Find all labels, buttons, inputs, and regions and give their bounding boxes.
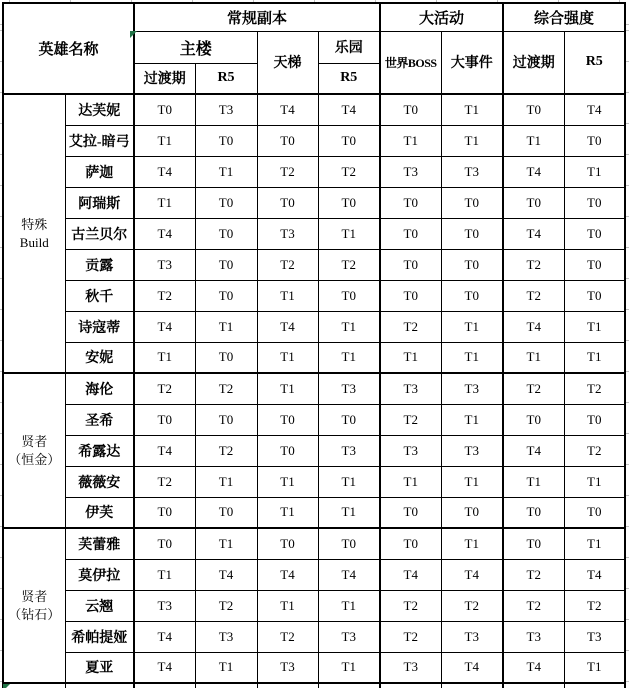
tier-cell[interactable]: T0 bbox=[257, 435, 318, 466]
empty-cell[interactable] bbox=[195, 683, 257, 688]
tier-cell[interactable]: T2 bbox=[564, 590, 625, 621]
tier-cell[interactable]: T0 bbox=[134, 404, 195, 435]
tier-cell[interactable]: T0 bbox=[134, 94, 195, 125]
tier-cell[interactable]: T0 bbox=[318, 125, 380, 156]
tier-cell[interactable]: T4 bbox=[441, 559, 503, 590]
hero-name-cell[interactable]: 秋千 bbox=[65, 280, 134, 311]
big-event-column-header[interactable]: 大事件 bbox=[441, 31, 503, 94]
tier-cell[interactable]: T0 bbox=[257, 528, 318, 559]
tier-cell[interactable]: T4 bbox=[503, 218, 564, 249]
empty-cell[interactable] bbox=[134, 683, 195, 688]
tier-cell[interactable]: T2 bbox=[257, 621, 318, 652]
tier-cell[interactable]: T1 bbox=[257, 342, 318, 373]
tier-cell[interactable]: T4 bbox=[257, 311, 318, 342]
tier-cell[interactable]: T1 bbox=[564, 652, 625, 683]
table-row bbox=[3, 187, 625, 218]
table-row bbox=[3, 156, 625, 187]
tier-cell[interactable]: T2 bbox=[380, 590, 441, 621]
tier-cell[interactable]: T0 bbox=[318, 280, 380, 311]
tier-cell[interactable]: T0 bbox=[564, 187, 625, 218]
table-row bbox=[3, 280, 625, 311]
table-row bbox=[3, 528, 625, 559]
tier-cell[interactable]: T3 bbox=[441, 156, 503, 187]
hero-name-header[interactable]: 英雄名称 bbox=[3, 3, 134, 94]
tier-cell[interactable]: T2 bbox=[318, 156, 380, 187]
hero-name-cell[interactable]: 莫伊拉 bbox=[65, 559, 134, 590]
tier-cell[interactable]: T1 bbox=[441, 466, 503, 497]
tier-cell[interactable]: T2 bbox=[134, 280, 195, 311]
tier-cell[interactable]: T4 bbox=[503, 156, 564, 187]
tier-cell[interactable]: T4 bbox=[441, 652, 503, 683]
tier-cell[interactable]: T2 bbox=[564, 435, 625, 466]
tier-cell[interactable]: T0 bbox=[503, 187, 564, 218]
overall-transition-column-header[interactable]: 过渡期 bbox=[503, 31, 564, 94]
table-row bbox=[3, 342, 625, 373]
tier-cell[interactable]: T0 bbox=[380, 94, 441, 125]
tier-cell[interactable]: T1 bbox=[564, 311, 625, 342]
tier-cell[interactable]: T0 bbox=[441, 249, 503, 280]
tier-cell[interactable]: T0 bbox=[257, 125, 318, 156]
tier-cell[interactable]: T2 bbox=[195, 590, 257, 621]
tier-cell[interactable]: T1 bbox=[441, 125, 503, 156]
tier-cell[interactable]: T4 bbox=[134, 652, 195, 683]
tier-cell[interactable]: T4 bbox=[318, 94, 380, 125]
tier-cell[interactable]: T2 bbox=[134, 466, 195, 497]
table-row bbox=[3, 621, 625, 652]
hero-tier-table bbox=[2, 2, 626, 688]
tier-cell[interactable]: T3 bbox=[134, 590, 195, 621]
tier-cell[interactable]: T1 bbox=[503, 342, 564, 373]
tier-cell[interactable]: T2 bbox=[257, 249, 318, 280]
hero-name-cell[interactable]: 贡露 bbox=[65, 249, 134, 280]
table-row bbox=[3, 373, 625, 404]
tier-cell[interactable]: T1 bbox=[134, 187, 195, 218]
hero-name-cell[interactable]: 阿瑞斯 bbox=[65, 187, 134, 218]
tier-cell[interactable]: T4 bbox=[134, 156, 195, 187]
tier-cell[interactable]: T4 bbox=[257, 94, 318, 125]
ladder-column-header[interactable]: 天梯 bbox=[257, 31, 318, 94]
table-row bbox=[3, 94, 625, 125]
tier-cell[interactable]: T1 bbox=[441, 342, 503, 373]
tier-cell[interactable]: T2 bbox=[195, 373, 257, 404]
tier-cell[interactable]: T1 bbox=[380, 125, 441, 156]
hero-name-cell[interactable]: 希帕提娅 bbox=[65, 621, 134, 652]
tier-cell[interactable]: T1 bbox=[441, 528, 503, 559]
tier-cell[interactable]: T3 bbox=[318, 621, 380, 652]
table-row bbox=[3, 559, 625, 590]
tier-cell[interactable]: T0 bbox=[195, 125, 257, 156]
hero-name-cell[interactable]: 诗寇蒂 bbox=[65, 311, 134, 342]
table-row bbox=[3, 497, 625, 528]
tier-cell[interactable]: T2 bbox=[503, 559, 564, 590]
hero-name-cell[interactable]: 萨迦 bbox=[65, 156, 134, 187]
tier-cell[interactable]: T0 bbox=[380, 497, 441, 528]
tier-cell[interactable]: T3 bbox=[195, 621, 257, 652]
tier-cell[interactable]: T1 bbox=[441, 404, 503, 435]
tier-cell[interactable]: T3 bbox=[318, 435, 380, 466]
world-boss-column-header[interactable]: 世界BOSS bbox=[380, 31, 441, 94]
paradise-r5-column-header[interactable]: R5 bbox=[318, 63, 380, 94]
tier-cell[interactable]: T0 bbox=[380, 528, 441, 559]
table-row bbox=[3, 590, 625, 621]
tier-cell[interactable]: T3 bbox=[134, 249, 195, 280]
tier-cell[interactable]: T1 bbox=[134, 559, 195, 590]
tier-cell[interactable]: T0 bbox=[380, 187, 441, 218]
tier-cell[interactable]: T0 bbox=[564, 497, 625, 528]
tier-cell[interactable]: T4 bbox=[564, 559, 625, 590]
tier-cell[interactable]: T3 bbox=[380, 435, 441, 466]
tier-cell[interactable]: T1 bbox=[503, 466, 564, 497]
table-row bbox=[3, 125, 625, 156]
tier-cell[interactable]: T2 bbox=[503, 249, 564, 280]
tier-cell[interactable]: T2 bbox=[503, 590, 564, 621]
tier-cell[interactable]: T1 bbox=[503, 125, 564, 156]
tier-cell[interactable]: T0 bbox=[503, 94, 564, 125]
tier-cell[interactable]: T0 bbox=[257, 404, 318, 435]
tier-cell[interactable]: T1 bbox=[195, 156, 257, 187]
tier-cell[interactable]: T0 bbox=[195, 497, 257, 528]
tier-cell[interactable]: T3 bbox=[257, 218, 318, 249]
tier-cell[interactable]: T0 bbox=[564, 125, 625, 156]
main-tower-r5-column-header[interactable]: R5 bbox=[195, 63, 257, 94]
empty-cell[interactable] bbox=[318, 683, 380, 688]
tier-cell[interactable]: T1 bbox=[134, 125, 195, 156]
tier-cell[interactable]: T0 bbox=[503, 528, 564, 559]
tier-cell[interactable]: T2 bbox=[318, 249, 380, 280]
paradise-column-header[interactable]: 乐园 bbox=[318, 31, 380, 63]
tier-cell[interactable]: T3 bbox=[380, 373, 441, 404]
tier-cell[interactable]: T3 bbox=[441, 435, 503, 466]
empty-cell[interactable] bbox=[65, 683, 134, 688]
table-row bbox=[3, 311, 625, 342]
overall-r5-column-header[interactable]: R5 bbox=[564, 31, 625, 94]
tier-cell[interactable]: T1 bbox=[318, 590, 380, 621]
tier-cell[interactable]: T2 bbox=[503, 373, 564, 404]
tier-cell[interactable]: T1 bbox=[318, 466, 380, 497]
hero-name-cell[interactable]: 薇薇安 bbox=[65, 466, 134, 497]
tier-cell[interactable]: T1 bbox=[318, 342, 380, 373]
section-overall-strength-header[interactable]: 综合强度 bbox=[503, 3, 625, 31]
tier-cell[interactable]: T4 bbox=[134, 621, 195, 652]
hero-name-cell[interactable]: 圣希 bbox=[65, 404, 134, 435]
tier-cell[interactable]: T0 bbox=[257, 187, 318, 218]
tier-cell[interactable]: T1 bbox=[195, 311, 257, 342]
tier-cell[interactable]: T4 bbox=[134, 435, 195, 466]
tier-cell[interactable]: T0 bbox=[441, 280, 503, 311]
tier-cell[interactable]: T3 bbox=[318, 373, 380, 404]
tier-cell[interactable]: T4 bbox=[503, 435, 564, 466]
table-row bbox=[3, 218, 625, 249]
group-label-cell[interactable]: 特殊 Build bbox=[3, 94, 65, 373]
tier-cell[interactable]: T0 bbox=[441, 497, 503, 528]
tier-cell[interactable]: T0 bbox=[503, 497, 564, 528]
tier-cell[interactable]: T0 bbox=[380, 280, 441, 311]
tier-cell[interactable]: T0 bbox=[441, 218, 503, 249]
tier-cell[interactable]: T1 bbox=[380, 342, 441, 373]
hero-name-cell[interactable]: 艾拉-暗弓 bbox=[65, 125, 134, 156]
tier-cell[interactable]: T1 bbox=[380, 466, 441, 497]
tier-cell[interactable]: T0 bbox=[564, 280, 625, 311]
tier-cell[interactable]: T3 bbox=[441, 373, 503, 404]
hero-name-cell[interactable]: 达芙妮 bbox=[65, 94, 134, 125]
table-row bbox=[3, 249, 625, 280]
hero-name-cell[interactable]: 芙蕾雅 bbox=[65, 528, 134, 559]
tier-cell[interactable]: T0 bbox=[195, 249, 257, 280]
section-regular-dungeon-header[interactable]: 常规副本 bbox=[134, 3, 380, 31]
hero-name-cell[interactable]: 夏亚 bbox=[65, 652, 134, 683]
empty-cell[interactable] bbox=[441, 683, 503, 688]
tier-cell[interactable]: T0 bbox=[195, 404, 257, 435]
tier-cell[interactable]: T4 bbox=[564, 94, 625, 125]
tier-cell[interactable]: T0 bbox=[195, 187, 257, 218]
tier-cell[interactable]: T0 bbox=[318, 187, 380, 218]
tier-cell[interactable]: T1 bbox=[318, 652, 380, 683]
tier-cell[interactable]: T2 bbox=[564, 373, 625, 404]
tier-cell[interactable]: T2 bbox=[441, 590, 503, 621]
tier-cell[interactable]: T1 bbox=[564, 156, 625, 187]
hero-name-cell[interactable]: 古兰贝尔 bbox=[65, 218, 134, 249]
table-row bbox=[3, 435, 625, 466]
main-tower-transition-column-header[interactable]: 过渡期 bbox=[134, 63, 195, 94]
hero-name-cell[interactable]: 希露达 bbox=[65, 435, 134, 466]
tier-cell[interactable]: T0 bbox=[503, 404, 564, 435]
tier-cell[interactable]: T1 bbox=[564, 466, 625, 497]
tier-cell[interactable]: T0 bbox=[195, 342, 257, 373]
group-label-cell[interactable]: 贤者 （钻石） bbox=[3, 528, 65, 683]
tier-cell[interactable]: T2 bbox=[380, 311, 441, 342]
tier-cell[interactable]: T0 bbox=[441, 187, 503, 218]
empty-cell[interactable] bbox=[503, 683, 564, 688]
tier-cell[interactable]: T4 bbox=[503, 652, 564, 683]
hero-name-cell[interactable]: 海伦 bbox=[65, 373, 134, 404]
tier-cell[interactable]: T0 bbox=[564, 249, 625, 280]
tier-cell[interactable]: T1 bbox=[257, 466, 318, 497]
tier-cell[interactable]: T0 bbox=[134, 497, 195, 528]
tier-cell[interactable]: T0 bbox=[380, 249, 441, 280]
tier-cell[interactable]: T1 bbox=[318, 497, 380, 528]
empty-cell[interactable] bbox=[564, 683, 625, 688]
tier-cell[interactable]: T1 bbox=[257, 373, 318, 404]
empty-cell[interactable] bbox=[3, 683, 65, 688]
tier-cell[interactable]: T1 bbox=[195, 528, 257, 559]
tier-cell[interactable]: T2 bbox=[134, 373, 195, 404]
tier-cell[interactable]: T3 bbox=[257, 652, 318, 683]
empty-cell[interactable] bbox=[380, 683, 441, 688]
tier-cell[interactable]: T3 bbox=[503, 621, 564, 652]
tier-cell[interactable]: T1 bbox=[441, 94, 503, 125]
tier-cell[interactable]: T1 bbox=[195, 466, 257, 497]
tier-cell[interactable]: T1 bbox=[257, 497, 318, 528]
tier-cell[interactable]: T3 bbox=[380, 156, 441, 187]
tier-cell[interactable]: T1 bbox=[318, 311, 380, 342]
tier-cell[interactable]: T1 bbox=[564, 342, 625, 373]
tier-cell[interactable]: T2 bbox=[380, 621, 441, 652]
tier-cell[interactable]: T0 bbox=[564, 218, 625, 249]
tier-cell[interactable]: T1 bbox=[257, 280, 318, 311]
table-row bbox=[3, 466, 625, 497]
section-big-activity-header[interactable]: 大活动 bbox=[380, 3, 503, 31]
tier-cell[interactable]: T4 bbox=[134, 311, 195, 342]
tier-cell[interactable]: T2 bbox=[380, 404, 441, 435]
empty-cell[interactable] bbox=[257, 683, 318, 688]
tier-cell[interactable]: T1 bbox=[134, 342, 195, 373]
hero-name-cell[interactable]: 伊芙 bbox=[65, 497, 134, 528]
hero-name-cell[interactable]: 云翘 bbox=[65, 590, 134, 621]
tier-cell[interactable]: T1 bbox=[441, 311, 503, 342]
table-row bbox=[3, 404, 625, 435]
tier-cell[interactable]: T2 bbox=[257, 156, 318, 187]
tier-cell[interactable]: T1 bbox=[257, 590, 318, 621]
tier-cell[interactable]: T4 bbox=[318, 559, 380, 590]
tier-cell[interactable]: T0 bbox=[318, 404, 380, 435]
tier-cell[interactable]: T3 bbox=[195, 94, 257, 125]
partial-row bbox=[3, 683, 625, 688]
tier-cell[interactable]: T3 bbox=[380, 652, 441, 683]
tier-cell[interactable]: T4 bbox=[503, 311, 564, 342]
tier-cell[interactable]: T4 bbox=[134, 218, 195, 249]
tier-cell[interactable]: T2 bbox=[503, 280, 564, 311]
tier-cell[interactable]: T4 bbox=[195, 559, 257, 590]
tier-cell[interactable]: T0 bbox=[318, 528, 380, 559]
tier-cell[interactable]: T1 bbox=[318, 218, 380, 249]
tier-cell[interactable]: T3 bbox=[441, 621, 503, 652]
tier-table-body bbox=[3, 94, 625, 688]
tier-cell[interactable]: T0 bbox=[195, 218, 257, 249]
tier-cell[interactable]: T4 bbox=[380, 559, 441, 590]
tier-cell[interactable]: T4 bbox=[257, 559, 318, 590]
hero-name-cell[interactable]: 安妮 bbox=[65, 342, 134, 373]
tier-cell[interactable]: T3 bbox=[564, 621, 625, 652]
main-tower-header[interactable]: 主楼 bbox=[134, 31, 257, 63]
tier-cell[interactable]: T0 bbox=[195, 280, 257, 311]
tier-cell[interactable]: T0 bbox=[134, 528, 195, 559]
tier-cell[interactable]: T1 bbox=[195, 652, 257, 683]
tier-cell[interactable]: T1 bbox=[564, 528, 625, 559]
tier-cell[interactable]: T2 bbox=[195, 435, 257, 466]
tier-cell[interactable]: T0 bbox=[380, 218, 441, 249]
table-row bbox=[3, 652, 625, 683]
group-label-cell[interactable]: 贤者 （恒金） bbox=[3, 373, 65, 528]
tier-cell[interactable]: T0 bbox=[564, 404, 625, 435]
